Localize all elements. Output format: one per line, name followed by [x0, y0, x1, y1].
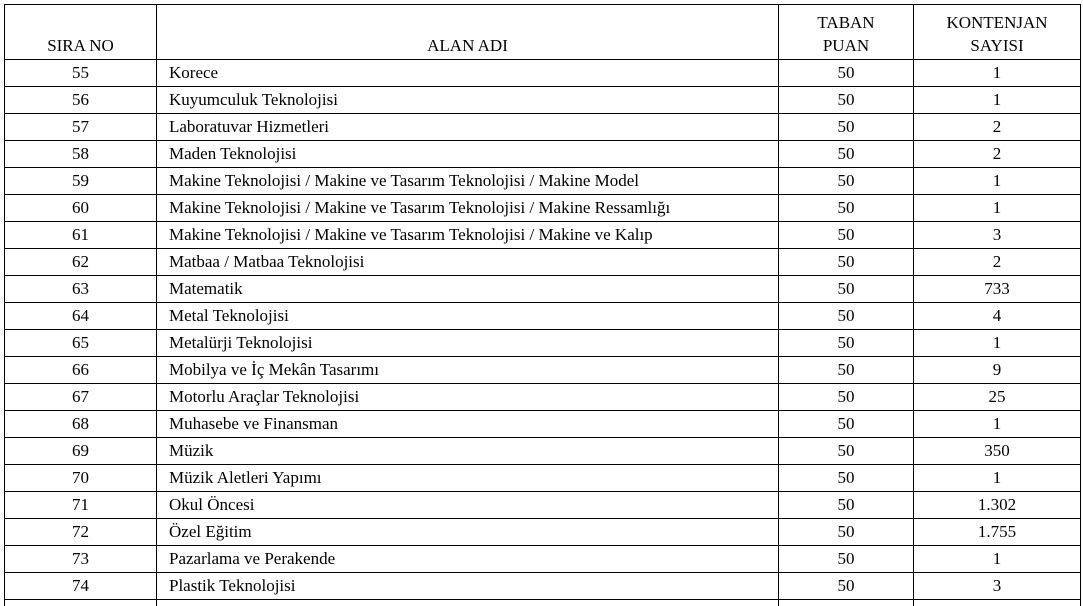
table-row-partial: [5, 600, 1081, 606]
table-row: [5, 546, 1081, 573]
table-row: [5, 492, 1081, 519]
cell-taban-puan: 50: [779, 249, 914, 276]
cell-alan-adi: Pazarlama ve Perakende: [157, 546, 779, 573]
cell-alan-adi: Matbaa / Matbaa Teknolojisi: [157, 249, 779, 276]
header-kontenjan-sayisi: [914, 5, 1081, 60]
table-header: [5, 5, 1081, 60]
cell-kontenjan-sayisi: 2: [914, 141, 1081, 168]
cell-sira-no: 60: [5, 195, 157, 222]
cell-alan-adi: Matematik: [157, 276, 779, 303]
cell-taban-puan: 50: [779, 303, 914, 330]
cell-alan-adi: Metalürji Teknolojisi: [157, 330, 779, 357]
cell-sira-no: 68: [5, 411, 157, 438]
cell-sira-no: 57: [5, 114, 157, 141]
cell-alan-adi: Makine Teknolojisi / Makine ve Tasarım Teknolojisi / Makine Model: [157, 168, 779, 195]
cell-kontenjan-sayisi: 1: [914, 465, 1081, 492]
cell-sira-no: 62: [5, 249, 157, 276]
cell-alan-adi: Mobilya ve İç Mekân Tasarımı: [157, 357, 779, 384]
table-row: [5, 357, 1081, 384]
cell-alan-adi: Motorlu Araçlar Teknolojisi: [157, 384, 779, 411]
cell-sira-no: 69: [5, 438, 157, 465]
cell-kontenjan-sayisi: 1.755: [914, 519, 1081, 546]
table-row: [5, 519, 1081, 546]
cell-kontenjan-sayisi: 1: [914, 195, 1081, 222]
cell-kontenjan-sayisi: 3: [914, 573, 1081, 600]
cell-kontenjan-sayisi: 1: [914, 168, 1081, 195]
cell-sira-no: 67: [5, 384, 157, 411]
cell-sira-no: 58: [5, 141, 157, 168]
cell-sira-no: 61: [5, 222, 157, 249]
table-row: [5, 249, 1081, 276]
table-row: [5, 222, 1081, 249]
cell-empty: [779, 600, 914, 606]
cell-taban-puan: 50: [779, 519, 914, 546]
header-taban-line2: PUAN: [822, 36, 870, 55]
cell-kontenjan-sayisi: 350: [914, 438, 1081, 465]
cell-kontenjan-sayisi: 2: [914, 249, 1081, 276]
cell-alan-adi: Plastik Teknolojisi: [157, 573, 779, 600]
table-body: [5, 60, 1081, 606]
cell-alan-adi: Özel Eğitim: [157, 519, 779, 546]
table-row: [5, 60, 1081, 87]
cell-taban-puan: 50: [779, 546, 914, 573]
cell-sira-no: 64: [5, 303, 157, 330]
cell-taban-puan: 50: [779, 330, 914, 357]
cell-empty: [914, 600, 1081, 606]
cell-taban-puan: 50: [779, 168, 914, 195]
cell-kontenjan-sayisi: 3: [914, 222, 1081, 249]
cell-kontenjan-sayisi: 1: [914, 411, 1081, 438]
table-row: [5, 411, 1081, 438]
cell-sira-no: 66: [5, 357, 157, 384]
table-row: [5, 573, 1081, 600]
cell-kontenjan-sayisi: 4: [914, 303, 1081, 330]
cell-alan-adi: Muhasebe ve Finansman: [157, 411, 779, 438]
header-sira-no: SIRA NO: [5, 5, 157, 60]
cell-sira-no: 55: [5, 60, 157, 87]
header-row: [5, 5, 1081, 60]
table-row: [5, 465, 1081, 492]
cell-alan-adi: Okul Öncesi: [157, 492, 779, 519]
cell-kontenjan-sayisi: 1: [914, 87, 1081, 114]
cell-taban-puan: 50: [779, 492, 914, 519]
cell-taban-puan: 50: [779, 141, 914, 168]
cell-taban-puan: 50: [779, 276, 914, 303]
cell-sira-no: 70: [5, 465, 157, 492]
cell-sira-no: 72: [5, 519, 157, 546]
table-row: [5, 276, 1081, 303]
cell-kontenjan-sayisi: 733: [914, 276, 1081, 303]
header-kontenjan-line1: KONTENJAN: [946, 13, 1048, 32]
cell-sira-no: 74: [5, 573, 157, 600]
cell-taban-puan: 50: [779, 87, 914, 114]
cell-sira-no: 59: [5, 168, 157, 195]
cell-alan-adi: Müzik: [157, 438, 779, 465]
table-row: [5, 195, 1081, 222]
cell-alan-adi: Müzik Aletleri Yapımı: [157, 465, 779, 492]
cell-kontenjan-sayisi: 1.302: [914, 492, 1081, 519]
cell-taban-puan: 50: [779, 60, 914, 87]
cell-sira-no: 65: [5, 330, 157, 357]
table-row: [5, 384, 1081, 411]
cell-kontenjan-sayisi: 25: [914, 384, 1081, 411]
cell-kontenjan-sayisi: 1: [914, 60, 1081, 87]
cell-alan-adi: Laboratuvar Hizmetleri: [157, 114, 779, 141]
cell-alan-adi: Makine Teknolojisi / Makine ve Tasarım Teknolojisi / Makine Ressamlığı: [157, 195, 779, 222]
cell-kontenjan-sayisi: 2: [914, 114, 1081, 141]
table-row: [5, 114, 1081, 141]
table-row: [5, 87, 1081, 114]
cell-sira-no: 63: [5, 276, 157, 303]
cell-alan-adi: Maden Teknolojisi: [157, 141, 779, 168]
cell-sira-no: 73: [5, 546, 157, 573]
cell-alan-adi: Korece: [157, 60, 779, 87]
cell-taban-puan: 50: [779, 114, 914, 141]
kontenjan-table: [4, 4, 1081, 606]
header-kontenjan-line2: SAYISI: [970, 36, 1024, 55]
cell-alan-adi: Kuyumculuk Teknolojisi: [157, 87, 779, 114]
header-taban-puan: [779, 5, 914, 60]
cell-taban-puan: 50: [779, 573, 914, 600]
cell-alan-adi: Makine Teknolojisi / Makine ve Tasarım Teknolojisi / Makine ve Kalıp: [157, 222, 779, 249]
cell-taban-puan: 50: [779, 411, 914, 438]
table-row: [5, 330, 1081, 357]
table-row: [5, 303, 1081, 330]
cell-kontenjan-sayisi: 9: [914, 357, 1081, 384]
cell-alan-adi: Metal Teknolojisi: [157, 303, 779, 330]
cell-taban-puan: 50: [779, 438, 914, 465]
cell-empty: [5, 600, 157, 606]
table-row: [5, 438, 1081, 465]
cell-empty: [157, 600, 779, 606]
cell-taban-puan: 50: [779, 465, 914, 492]
cell-sira-no: 71: [5, 492, 157, 519]
header-taban-line1: TABAN: [817, 13, 875, 32]
cell-taban-puan: 50: [779, 222, 914, 249]
cell-kontenjan-sayisi: 1: [914, 546, 1081, 573]
cell-taban-puan: 50: [779, 195, 914, 222]
header-alan-adi: ALAN ADI: [157, 5, 779, 60]
cell-taban-puan: 50: [779, 384, 914, 411]
table-row: [5, 141, 1081, 168]
cell-sira-no: 56: [5, 87, 157, 114]
cell-kontenjan-sayisi: 1: [914, 330, 1081, 357]
cell-taban-puan: 50: [779, 357, 914, 384]
table-row: [5, 168, 1081, 195]
